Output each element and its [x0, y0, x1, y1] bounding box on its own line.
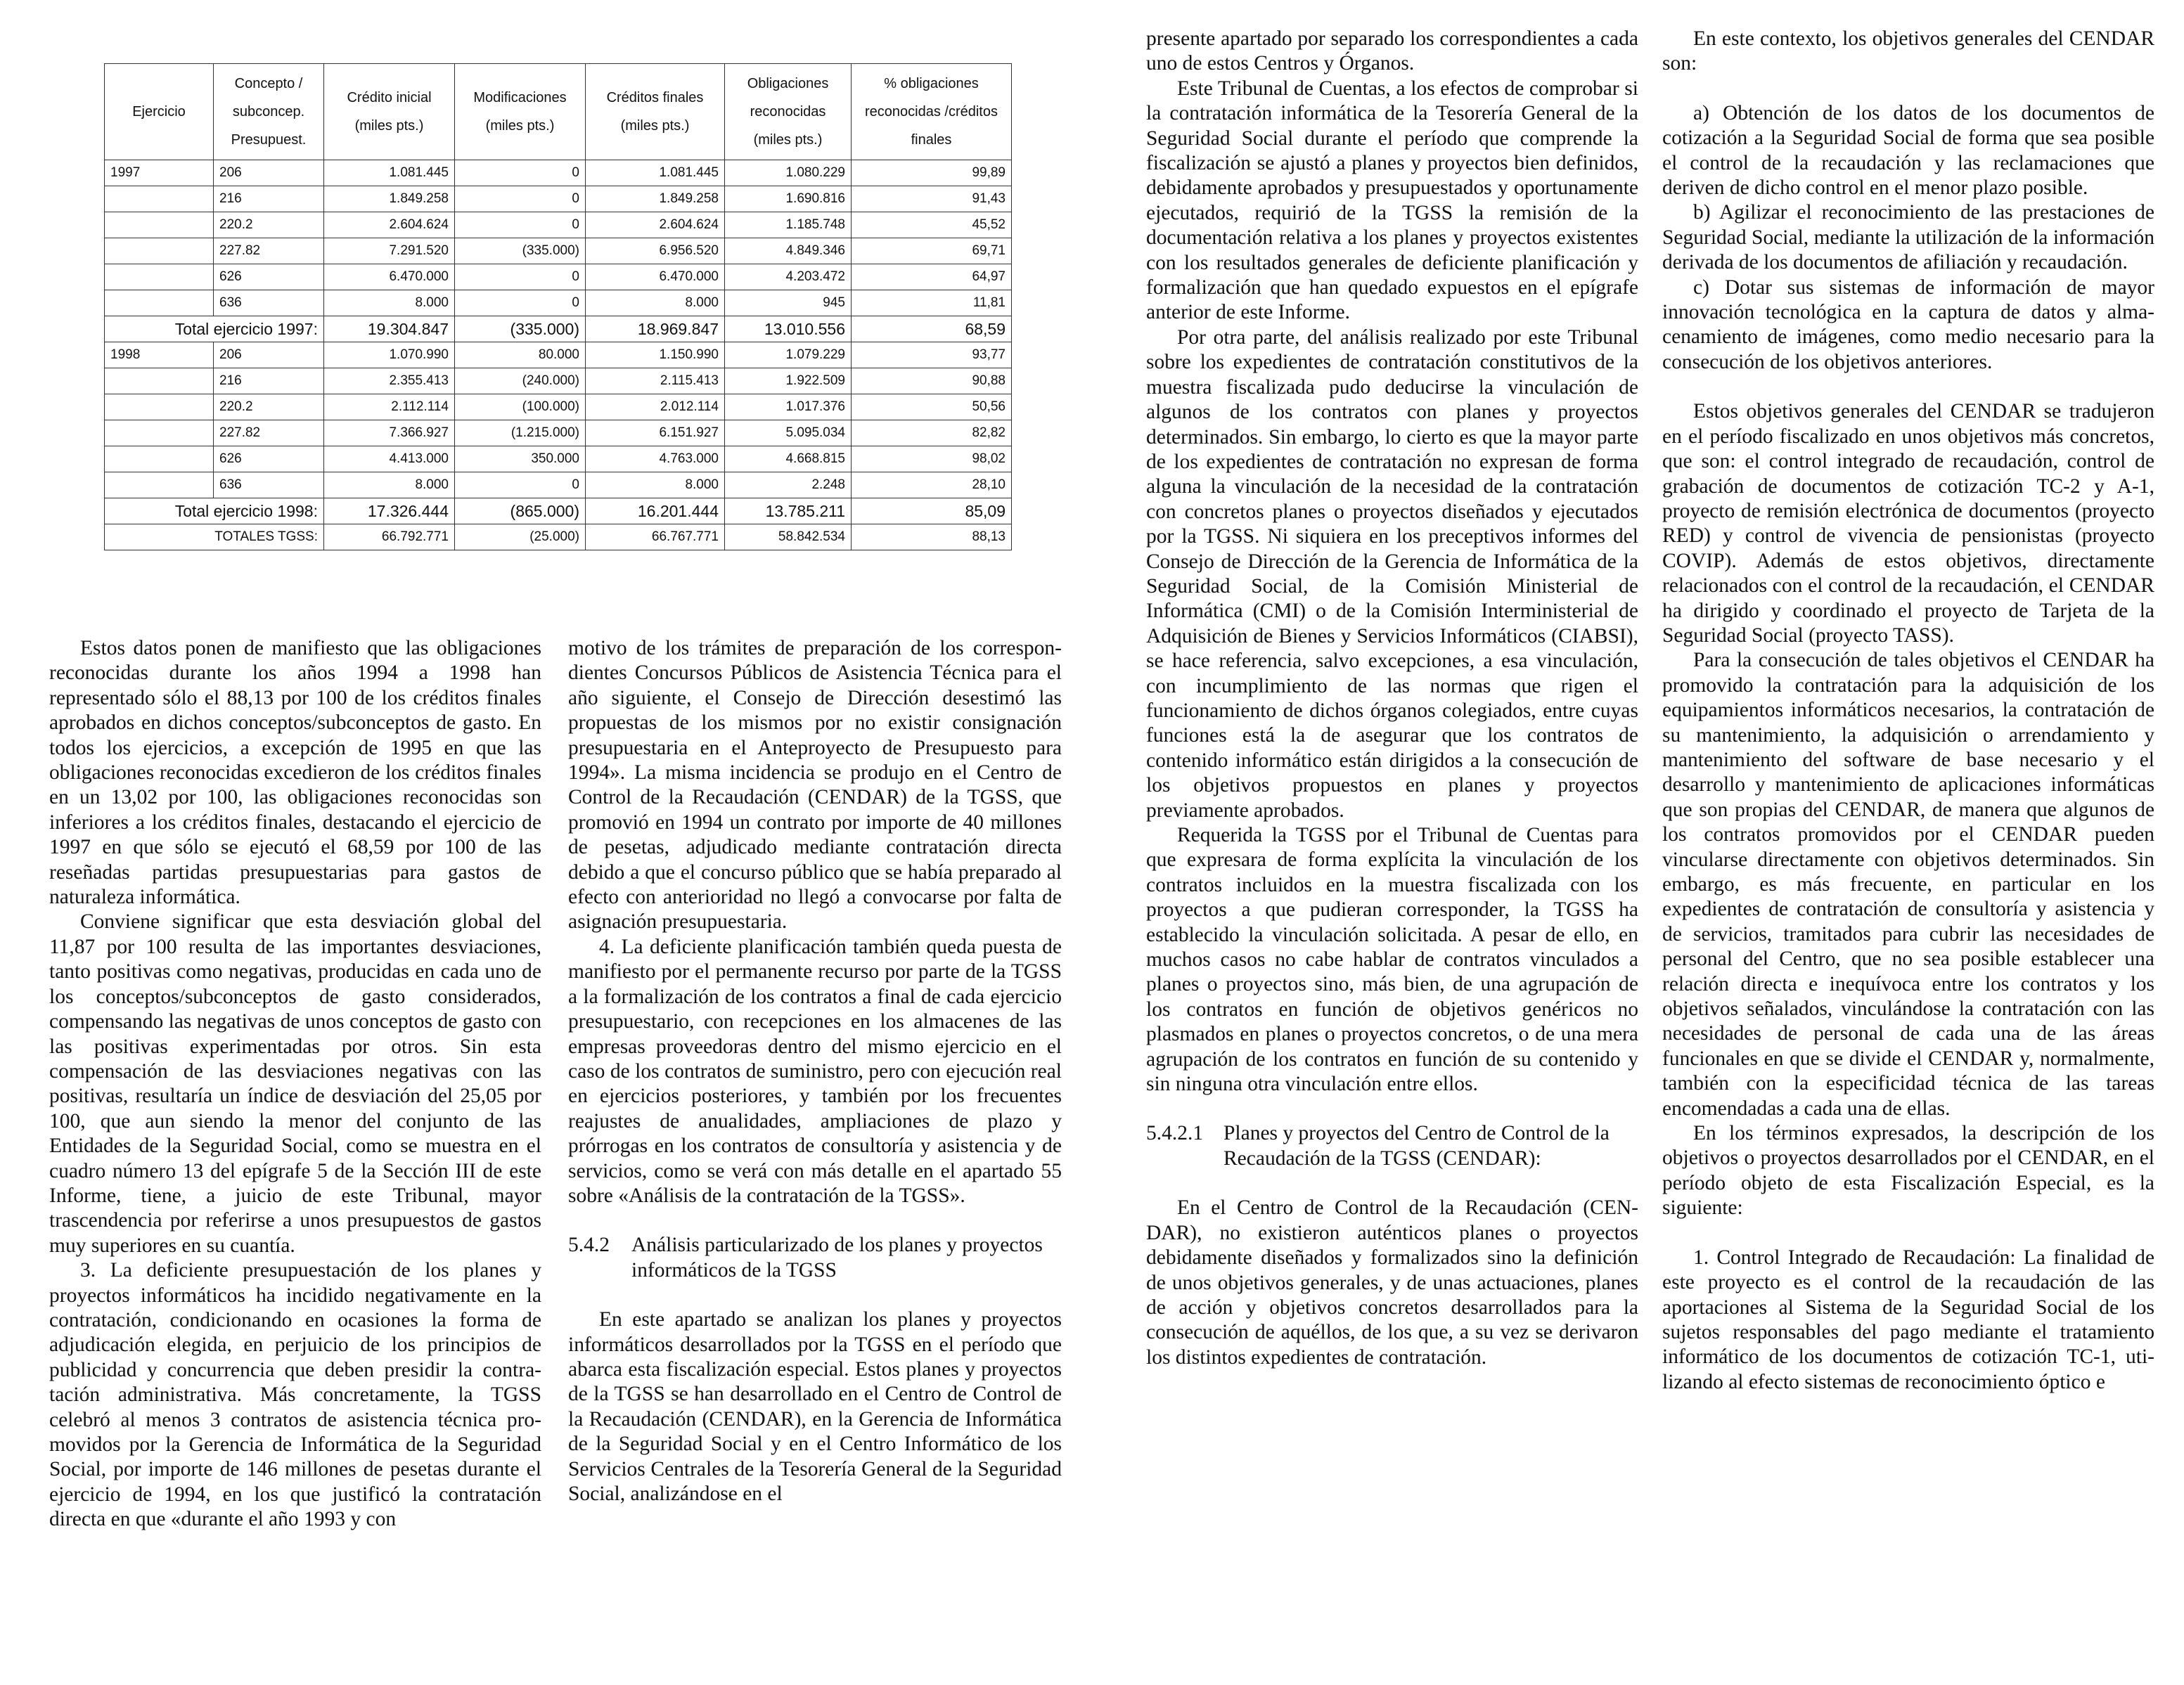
cell-creditos-finales: 6.956.520	[586, 238, 725, 264]
cell-creditos-finales: 1.849.258	[586, 186, 725, 212]
cell-creditos-finales: 18.969.847	[586, 316, 725, 342]
cell-obligaciones: 4.849.346	[725, 238, 852, 264]
total-label: TOTALES TGSS:	[105, 524, 324, 550]
cell-concepto: 220.2	[214, 394, 324, 420]
cell-credito-inicial: 2.112.114	[324, 394, 455, 420]
paragraph: Por otra parte, del análisis realizado por este Tribunal sobre los expedientes de contratación constitutivos de la muestra fiscalizada pudo deducirse la vinculación de algunos de los contratos con planes y proyectos determinados. Sin embargo, lo cierto es que la mayor parte de los expedientes de contratación no expresan de forma alguna la vinculación de la necesidad de la contratación con concretos planes o proyectos diseñados y ejecutados por la TGSS. Ni siquiera en los preceptivos informes del Consejo de Dirección de la Gerencia de Informática de la Seguridad Social, de la Comisión Ministerial de Informática (CMI) o de la Comisión Interministerial de Adquisición de Bienes y Servicios Informáticos (CIABSI), se hace referencia, salvo excepciones, a esa vinculación, con incumplimiento de las normas que rigen el funcionamiento de dichos órganos colegiados, entre cuyas funciones está la de asegurar que los contratos de contenido informático están dirigidos a la consecución de los objetivos propuestos en planes y proyectos previamente aprobados.	[1146, 325, 1638, 822]
total-label: Total ejercicio 1998:	[105, 498, 324, 524]
cell-modificaciones: (100.000)	[455, 394, 586, 420]
cell-obligaciones: 1.017.376	[725, 394, 852, 420]
cell-year	[105, 420, 214, 446]
table-row	[105, 212, 1012, 238]
cell-credito-inicial: 1.081.445	[324, 160, 455, 186]
cell-creditos-finales: 8.000	[586, 472, 725, 498]
cell-modificaciones: (865.000)	[455, 498, 586, 524]
table-row	[105, 472, 1012, 498]
cell-year	[105, 186, 214, 212]
table-row	[105, 264, 1012, 290]
cell-year	[105, 446, 214, 472]
cell-concepto: 206	[214, 160, 324, 186]
cell-modificaciones: 0	[455, 290, 586, 316]
table-row	[105, 394, 1012, 420]
cell-pct: 45,52	[852, 212, 1012, 238]
cell-obligaciones: 1.690.816	[725, 186, 852, 212]
section-heading-5-4-2	[568, 1233, 1062, 1283]
cell-credito-inicial: 2.604.624	[324, 212, 455, 238]
cell-creditos-finales: 6.470.000	[586, 264, 725, 290]
column-1	[49, 636, 541, 1532]
cell-concepto: 626	[214, 264, 324, 290]
cell-pct: 88,13	[852, 524, 1012, 550]
paragraph: 1. Control Integrado de Recaudación: La finalidad de este proyecto es el control de la recaudación de las aportaciones al Sistema de la Seguridad Social de los sujetos responsables del pago mediante el tratamiento informático de los documentos de cotización TC-1, utilizando al efecto sistemas de reconocimiento óptico e	[1662, 1246, 2154, 1393]
cell-pct: 68,59	[852, 316, 1012, 342]
cell-credito-inicial: 8.000	[324, 472, 455, 498]
cell-obligaciones: 1.922.509	[725, 368, 852, 394]
cell-modificaciones: (240.000)	[455, 368, 586, 394]
cell-pct: 90,88	[852, 368, 1012, 394]
table-header-row	[105, 64, 1012, 160]
cell-modificaciones: (1.215.000)	[455, 420, 586, 446]
cell-modificaciones: 0	[455, 186, 586, 212]
table-row	[105, 238, 1012, 264]
cell-modificaciones: 0	[455, 160, 586, 186]
paragraph: Para la consecución de tales objetivos el CENDAR ha promovido la contratación para la adquisición de los equipamientos informáticos necesarios, la contratación de su mantenimiento, la adquisición o arrendamiento y mantenimiento del software de base necesario y el desarrollo y mantenimiento de aplicaciones informáticas que son propias del CENDAR, de manera que algunos de los contratos promovidos por el CENDAR pueden vincularse directamente con objetivos determinados. Sin embargo, es más frecuente, en particular en los expedientes de contratación de consultoría y asistencia y de servicios, tramitados para cubrir las necesidades de personal del Centro, que no sea posible establecer una relación directa e inequívoca entre los contratos y los objetivos señalados, vinculándose la contratación con las necesidades de personal de cada una de las áreas funcionales en que se divide el CENDAR y, normalmente, también con la especificidad técnica de las tareas encomendadas a cada una de ellas.	[1662, 649, 2154, 1120]
right-page	[1092, 0, 2184, 1685]
cell-modificaciones: 0	[455, 472, 586, 498]
cell-pct: 98,02	[852, 446, 1012, 472]
cell-credito-inicial: 1.070.990	[324, 342, 455, 368]
cell-year	[105, 264, 214, 290]
cell-creditos-finales: 1.150.990	[586, 342, 725, 368]
cell-pct: 93,77	[852, 342, 1012, 368]
cell-credito-inicial: 6.470.000	[324, 264, 455, 290]
cell-credito-inicial: 1.849.258	[324, 186, 455, 212]
cell-obligaciones: 58.842.534	[725, 524, 852, 550]
paragraph: presente apartado por separado los correspondientes a cada uno de estos Centros y Órganos.	[1146, 27, 1638, 75]
section-number: 5.4.2.1	[1146, 1122, 1204, 1145]
cell-creditos-finales: 4.763.000	[586, 446, 725, 472]
cell-modificaciones: 0	[455, 212, 586, 238]
table-total-row	[105, 498, 1012, 524]
cell-concepto: 636	[214, 472, 324, 498]
paragraph: Estos datos ponen de manifiesto que las obligaciones reconocidas durante los años 1994 a 1998 han representado sólo el 88,13 por 100 de los créditos finales aprobados en dichos conceptos/subconceptos de gasto. En todos los ejercicios, a excepción de 1995 en que las obligaciones reconocidas excedieron de los créditos finales en un 13,02 por 100, las obligaciones reconocidas son inferiores a los créditos finales, destacando el ejercicio de 1997 en que sólo se ejecutó el 68,59 por 100 de las reseñadas partidas presupuestarias para gastos de naturaleza informática.	[49, 637, 541, 909]
cell-pct: 69,71	[852, 238, 1012, 264]
cell-pct: 11,81	[852, 290, 1012, 316]
cell-obligaciones: 13.010.556	[725, 316, 852, 342]
cell-year: 1998	[105, 342, 214, 368]
cell-pct: 64,97	[852, 264, 1012, 290]
header-credito-inicial: Crédito inicial (miles pts.)	[324, 64, 455, 160]
table-body	[105, 160, 1012, 550]
cell-concepto: 220.2	[214, 212, 324, 238]
paragraph: motivo de los trámites de preparación de los correspondientes Concursos Públicos de Asistencia Técnica para el año siguiente, el Consejo de Dirección desestimó las propuestas de los mismos por no existir consignación presupuestaria en el Anteproyecto de Presupuesto para 1994». La misma incidencia se produjo en el Centro de Control de la Recaudación (CENDAR) de la TGSS, que promovió en 1994 un contrato por importe de 40 millones de pesetas, adjudicado mediante contratación directa debido a que el concurso público que se había preparado al efecto con anterioridad no llegó a convocarse por falta de asignación presupuestaria.	[568, 637, 1062, 934]
column-4	[1662, 27, 2154, 1395]
table-row	[105, 446, 1012, 472]
cell-modificaciones: 0	[455, 264, 586, 290]
paragraph: 3. La deficiente presupuestación de los planes y proyectos informáticos ha incidido negativamente en la contratación, condicionando en ocasiones la forma de adjudicación elegida, en perjuicio de los principios de publicidad y concurrencia que deben presidir la contratación administrativa. Más concretamente, la TGSS celebró al menos 3 contratos de asistencia técnica promovidos por la Gerencia de Informática de la Seguridad Social, por importe de 146 millones de pesetas durante el ejercicio de 1994, en los que justificó la contratación directa en que «durante el año 1993 y con	[49, 1259, 541, 1531]
cell-obligaciones: 1.185.748	[725, 212, 852, 238]
cell-creditos-finales: 16.201.444	[586, 498, 725, 524]
cell-obligaciones: 13.785.211	[725, 498, 852, 524]
cell-credito-inicial: 8.000	[324, 290, 455, 316]
objective-a: a) Obtención de los datos de los documentos de cotización a la Seguridad Social de forma que sea posible el control de la recaudación y las reclamaciones que deriven de dicho control en el menor plazo posible.	[1662, 101, 2154, 200]
cell-pct: 85,09	[852, 498, 1012, 524]
paragraph: Este Tribunal de Cuentas, a los efectos de comprobar si la contratación informática de la Tesorería General de la Seguridad Social durante el período que comprende la fiscalización se ajustó a planes y proyectos bien definidos, debidamente aprobados y presupuestados y oportunamente ejecutados, requirió de la TGSS la remisión de la documentación relativa a los planes y proyectos existentes con los resultados generales de deficiente planificación y formalización que han quedado expuestos en el epígrafe anterior de este Informe.	[1146, 77, 1638, 324]
cell-obligaciones: 1.080.229	[725, 160, 852, 186]
cell-year	[105, 238, 214, 264]
cell-concepto: 626	[214, 446, 324, 472]
cell-concepto: 227.82	[214, 420, 324, 446]
column-3	[1146, 27, 1638, 1370]
cell-obligaciones: 4.668.815	[725, 446, 852, 472]
budget-table	[104, 63, 1012, 550]
table-row	[105, 290, 1012, 316]
cell-creditos-finales: 2.012.114	[586, 394, 725, 420]
objective-b: b) Agilizar el reconocimiento de las prestaciones de Seguridad Social, mediante la utilización de la información derivada de los documentos de afiliación y recaudación.	[1662, 201, 2154, 274]
cell-modificaciones: (335.000)	[455, 316, 586, 342]
section-title: Planes y proyectos del Centro de Control de la Recaudación de la TGSS (CENDAR):	[1223, 1122, 1610, 1170]
paragraph: En el Centro de Control de la Recaudación (CENDAR), no existieron auténticos planes o proyectos debidamente diseñados y formalizados sino la definición de unos objetivos generales, y de unas actuaciones, planes de acción y objetivos concretos desarrollados para la consecución de aquéllos, de los que, a su vez se derivaron los distintos expedientes de contratación.	[1146, 1196, 1638, 1369]
cell-credito-inicial: 7.366.927	[324, 420, 455, 446]
cell-pct: 99,89	[852, 160, 1012, 186]
cell-obligaciones: 2.248	[725, 472, 852, 498]
cell-credito-inicial: 66.792.771	[324, 524, 455, 550]
cell-credito-inicial: 2.355.413	[324, 368, 455, 394]
cell-concepto: 216	[214, 368, 324, 394]
cell-concepto: 216	[214, 186, 324, 212]
table-row	[105, 186, 1012, 212]
cell-modificaciones: 350.000	[455, 446, 586, 472]
paragraph: En este apartado se analizan los planes y proyectos informáticos desarrollados por la TGSS en el período que abarca esta fiscalización especial. Estos planes y proyectos de la TGSS se han desarrollado en el Centro de Control de la Recaudación (CENDAR), en la Gerencia de Informática de la Seguridad Social y en el Centro Informático de los Servicios Centrales de la Tesorería General de la Seguridad Social, analizándose en el	[568, 1308, 1062, 1505]
cell-creditos-finales: 6.151.927	[586, 420, 725, 446]
cell-creditos-finales: 2.604.624	[586, 212, 725, 238]
cell-modificaciones: 80.000	[455, 342, 586, 368]
cell-obligaciones: 4.203.472	[725, 264, 852, 290]
table-total-row	[105, 524, 1012, 550]
cell-modificaciones: (25.000)	[455, 524, 586, 550]
paragraph: En este contexto, los objetivos generales del CENDAR son:	[1662, 27, 2154, 75]
table-row	[105, 160, 1012, 186]
section-title: Análisis particularizado de los planes y proyectos informáticos de la TGSS	[631, 1234, 1043, 1281]
column-2	[568, 636, 1062, 1506]
cell-concepto: 206	[214, 342, 324, 368]
objective-c: c) Dotar sus sistemas de información de mayor innovación tecnológica en la captura de datos y almacenamiento de imágenes, como medio necesario para la consecución de los objetivos anteriores.	[1662, 276, 2154, 373]
paragraph: En los términos expresados, la descripción de los objetivos o proyectos desarrollados por el CENDAR, en el período objeto de esta Fiscalización Especial, es la siguiente:	[1662, 1122, 2154, 1220]
section-number: 5.4.2	[568, 1234, 610, 1257]
header-modificaciones: Modificaciones (miles pts.)	[455, 64, 586, 160]
header-concepto: Concepto / subconcep. Presupuest.	[214, 64, 324, 160]
table-row	[105, 342, 1012, 368]
cell-modificaciones: (335.000)	[455, 238, 586, 264]
cell-year	[105, 368, 214, 394]
cell-year	[105, 472, 214, 498]
paragraph: 4. La deficiente planificación también queda puesta de manifiesto por el permanente recurso por parte de la TGSS a la formalización de los contratos a final de cada ejercicio presupuestario, con recepciones en los almacenes de las empresas proveedoras dentro del mismo ejercicio en el caso de los contratos de suministro, pero con ejecución real en ejercicios posteriores, y también por los frecuentes reajustes de anualidades, ampliaciones de plazo y prórrogas en los contratos de consultoría y asistencia y de servicios, como se verá con más detalle en el apartado 55 sobre «Análisis de la contratación de la TGSS».	[568, 935, 1062, 1207]
cell-concepto: 636	[214, 290, 324, 316]
cell-concepto: 227.82	[214, 238, 324, 264]
cell-pct: 50,56	[852, 394, 1012, 420]
table-row	[105, 420, 1012, 446]
cell-pct: 91,43	[852, 186, 1012, 212]
cell-year: 1997	[105, 160, 214, 186]
table-row	[105, 368, 1012, 394]
table-total-row	[105, 316, 1012, 342]
cell-year	[105, 290, 214, 316]
paragraph: Estos objetivos generales del CENDAR se tradujeron en el período fiscalizado en unos objetivos más concretos, que son: el control integrado de recaudación, control de grabación de documentos de cotización TC-2 y A-1, proyecto de remisión electrónica de documentos (proyecto RED) y control de vivencia de pensionistas (proyecto COVIP). Además de estos objetivos, directamente relacionados con el control de la recaudación, el CENDAR ha dirigido y coordinado el proyecto de Tarjeta de la Seguridad Social (proyecto TASS).	[1662, 400, 2154, 647]
header-obligaciones: Obligaciones reconocidas (miles pts.)	[725, 64, 852, 160]
cell-year	[105, 394, 214, 420]
cell-credito-inicial: 4.413.000	[324, 446, 455, 472]
cell-credito-inicial: 19.304.847	[324, 316, 455, 342]
cell-pct: 82,82	[852, 420, 1012, 446]
paragraph: Requerida la TGSS por el Tribunal de Cuentas para que expresara de forma explícita la vinculación de los contratos incluidos en la muestra fiscalizada con los proyectos a que pudieran corresponder, la TGSS ha establecido la vinculación solicitada. A pesar de ello, en muchos casos no cabe hablar de contratos vinculados a planes o proyectos sino, más bien, de una agrupación de los contratos en función de objetivos genéricos no plasmados en planes o proyectos concretos, o de una mera agrupación de los contratos en función de su contenido y sin ninguna otra vinculación entre ellos.	[1146, 824, 1638, 1096]
cell-credito-inicial: 17.326.444	[324, 498, 455, 524]
header-creditos-finales: Créditos finales (miles pts.)	[586, 64, 725, 160]
cell-creditos-finales: 1.081.445	[586, 160, 725, 186]
cell-year	[105, 212, 214, 238]
cell-credito-inicial: 7.291.520	[324, 238, 455, 264]
section-heading-5-4-2-1	[1146, 1121, 1638, 1171]
total-label: Total ejercicio 1997:	[105, 316, 324, 342]
cell-pct: 28,10	[852, 472, 1012, 498]
cell-obligaciones: 1.079.229	[725, 342, 852, 368]
cell-obligaciones: 945	[725, 290, 852, 316]
header-pct: % obligaciones reconocidas /créditos finales	[852, 64, 1012, 160]
paragraph: Conviene significar que esta desviación global del 11,87 por 100 resulta de las importantes desviaciones, tanto positivas como negativas, producidas en cada uno de los conceptos/subconceptos de gasto considerados, compensando las negativas de unos conceptos de gasto con las positivas experimentadas por otros. Sin esta compensación de las desviaciones negativas con las positivas, resultaría un índice de desviación del 25,05 por 100, que aun siendo la menor del conjunto de las Entidades de la Seguridad Social, como se muestra en el cuadro número 13 del epígrafe 5 de la Sección III de este Informe, tiene, a juicio de este Tribunal, mayor trascendencia por referirse a unos presupuestos de gastos muy superiores en su cuantía.	[49, 910, 541, 1257]
cell-creditos-finales: 2.115.413	[586, 368, 725, 394]
cell-creditos-finales: 66.767.771	[586, 524, 725, 550]
cell-obligaciones: 5.095.034	[725, 420, 852, 446]
cell-creditos-finales: 8.000	[586, 290, 725, 316]
header-ejercicio: Ejercicio	[105, 64, 214, 160]
